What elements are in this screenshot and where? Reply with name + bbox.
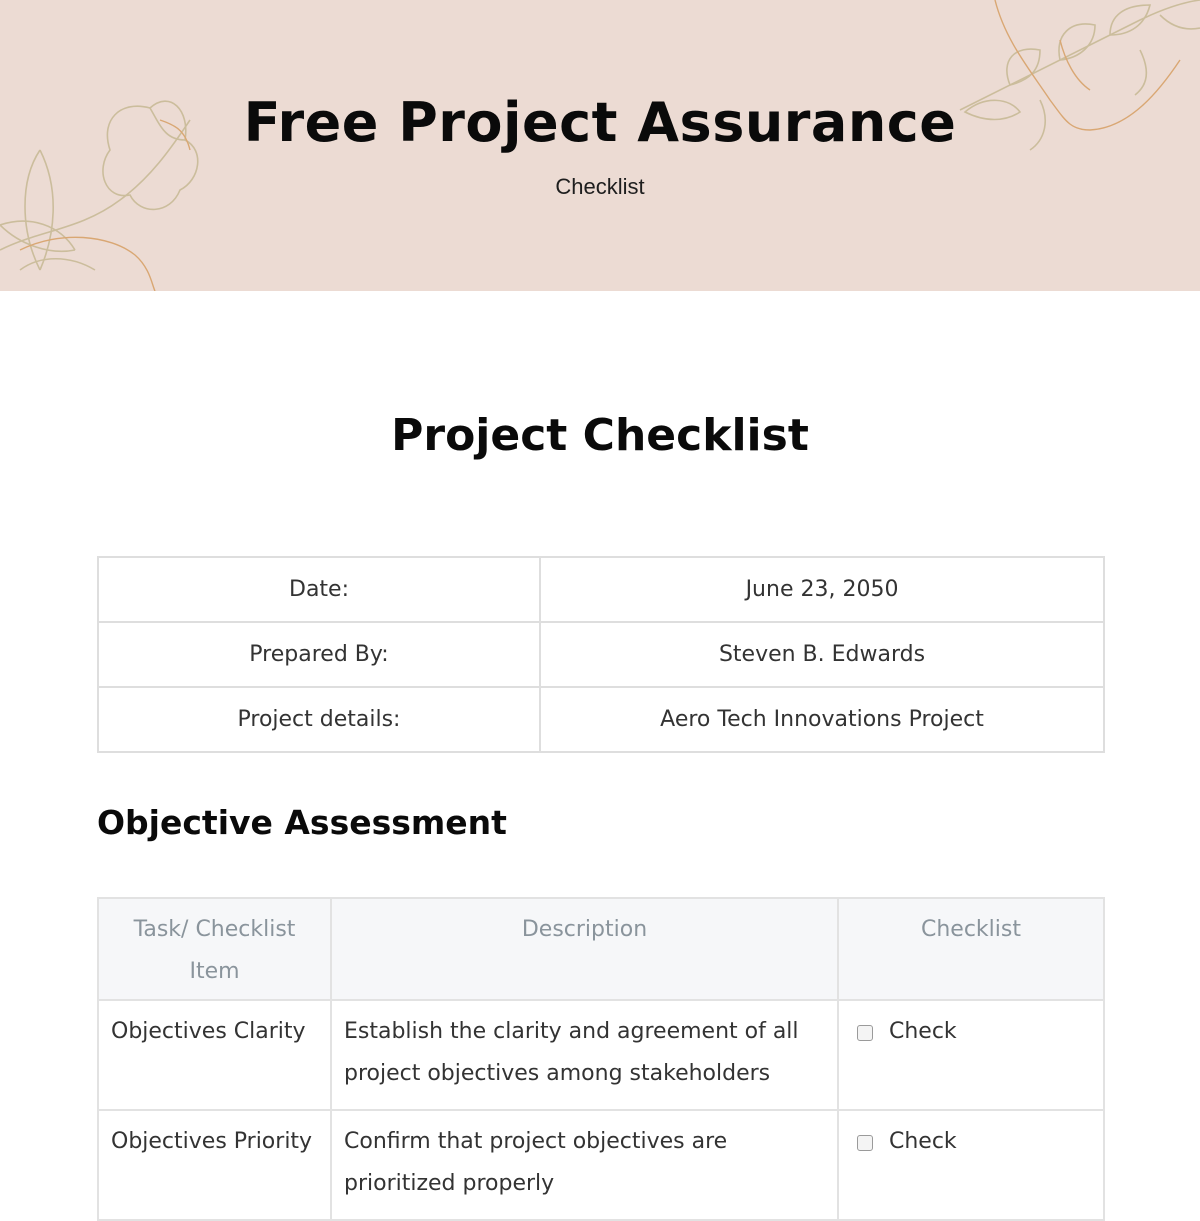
check-label: Check xyxy=(889,1129,957,1154)
banner-subtitle: Checklist xyxy=(555,174,645,199)
banner-title: Free Project Assurance xyxy=(243,91,957,154)
page-title: Project Checklist xyxy=(391,410,809,461)
info-value: Steven B. Edwards xyxy=(540,622,1104,687)
info-row-date xyxy=(98,557,1104,622)
table-row xyxy=(98,1110,1104,1220)
info-row-project-details xyxy=(98,687,1104,752)
column-header-checklist: Checklist xyxy=(838,898,1104,1000)
project-info-table xyxy=(97,556,1105,753)
check-label: Check xyxy=(889,1019,957,1044)
description-cell: Establish the clarity and agreement of all project objectives among stakeholders xyxy=(331,1000,838,1110)
info-value: Aero Tech Innovations Project xyxy=(540,687,1104,752)
task-cell: Objectives Clarity xyxy=(98,1000,331,1110)
checkbox-icon[interactable] xyxy=(857,1025,873,1041)
checklist-cell[interactable] xyxy=(838,1110,1104,1220)
info-row-prepared-by xyxy=(98,622,1104,687)
info-value: June 23, 2050 xyxy=(540,557,1104,622)
table-row xyxy=(98,1000,1104,1110)
column-header-task: Task/ Checklist Item xyxy=(98,898,331,1000)
description-cell: Confirm that project objectives are prioritized properly xyxy=(331,1110,838,1220)
task-cell: Objectives Priority xyxy=(98,1110,331,1220)
section-heading-objective-assessment: Objective Assessment xyxy=(97,803,507,842)
checkbox-icon[interactable] xyxy=(857,1135,873,1151)
objective-checklist-table xyxy=(97,897,1105,1221)
table-header-row xyxy=(98,898,1104,1000)
checklist-cell[interactable] xyxy=(838,1000,1104,1110)
column-header-description: Description xyxy=(331,898,838,1000)
info-label: Project details: xyxy=(98,687,540,752)
info-label: Date: xyxy=(98,557,540,622)
header-banner xyxy=(0,0,1200,291)
info-label: Prepared By: xyxy=(98,622,540,687)
